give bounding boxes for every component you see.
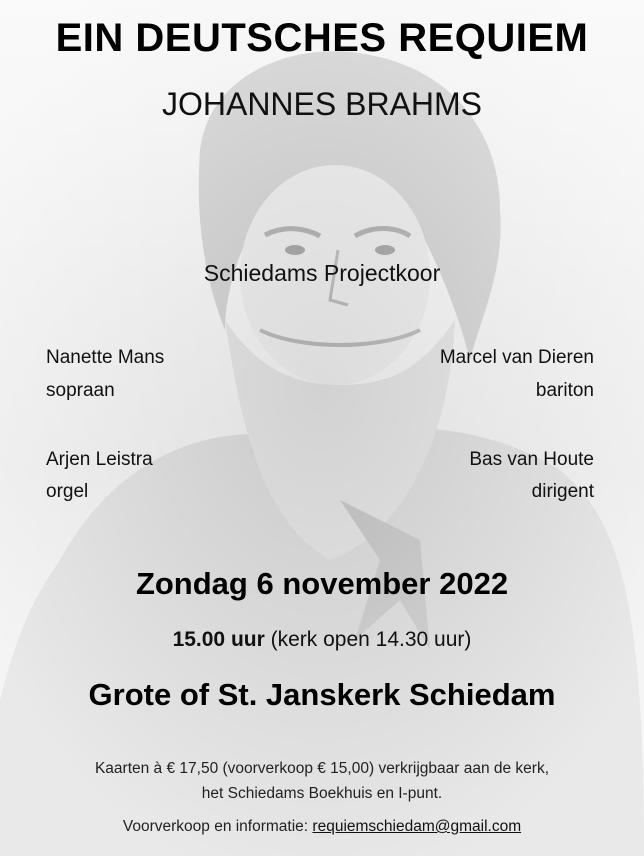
conductor-name: Bas van Houte [469,449,594,470]
doors-open-note: (kerk open 14.30 uur) [270,628,472,651]
conductor-role: dirigent [531,481,594,502]
concert-title: EIN DEUTSCHES REQUIEM [55,16,589,60]
concert-date: Zondag 6 november 2022 [135,566,509,601]
concert-time [0,628,644,652]
venue-name: Grote of St. Janskerk Schiedam [88,677,556,712]
organist-role: orgel [46,481,89,502]
organist-name: Arjen Leistra [46,449,153,470]
ticket-info-line-1: Kaarten à € 17,50 (voorverkoop € 15,00) verkrijgbaar aan de kerk, [94,760,550,777]
composer-name: JOHANNES BRAHMS [161,86,483,122]
contact-label: Voorverkoop en informatie: [122,818,309,835]
ticket-info-line-2: het Schiedams Boekhuis en I-punt. [201,785,443,802]
soloist-baritone-role: bariton [535,380,594,401]
choir-name: Schiedams Projectkoor [203,260,441,286]
contact-line [0,818,644,836]
start-time: 15.00 uur [172,628,265,651]
soloist-soprano-role: sopraan [46,380,115,401]
soloist-soprano-name: Nanette Mans [46,347,165,368]
contact-email-link[interactable]: requiemschiedam@gmail.com [312,818,522,835]
soloist-baritone-name: Marcel van Dieren [439,347,594,368]
